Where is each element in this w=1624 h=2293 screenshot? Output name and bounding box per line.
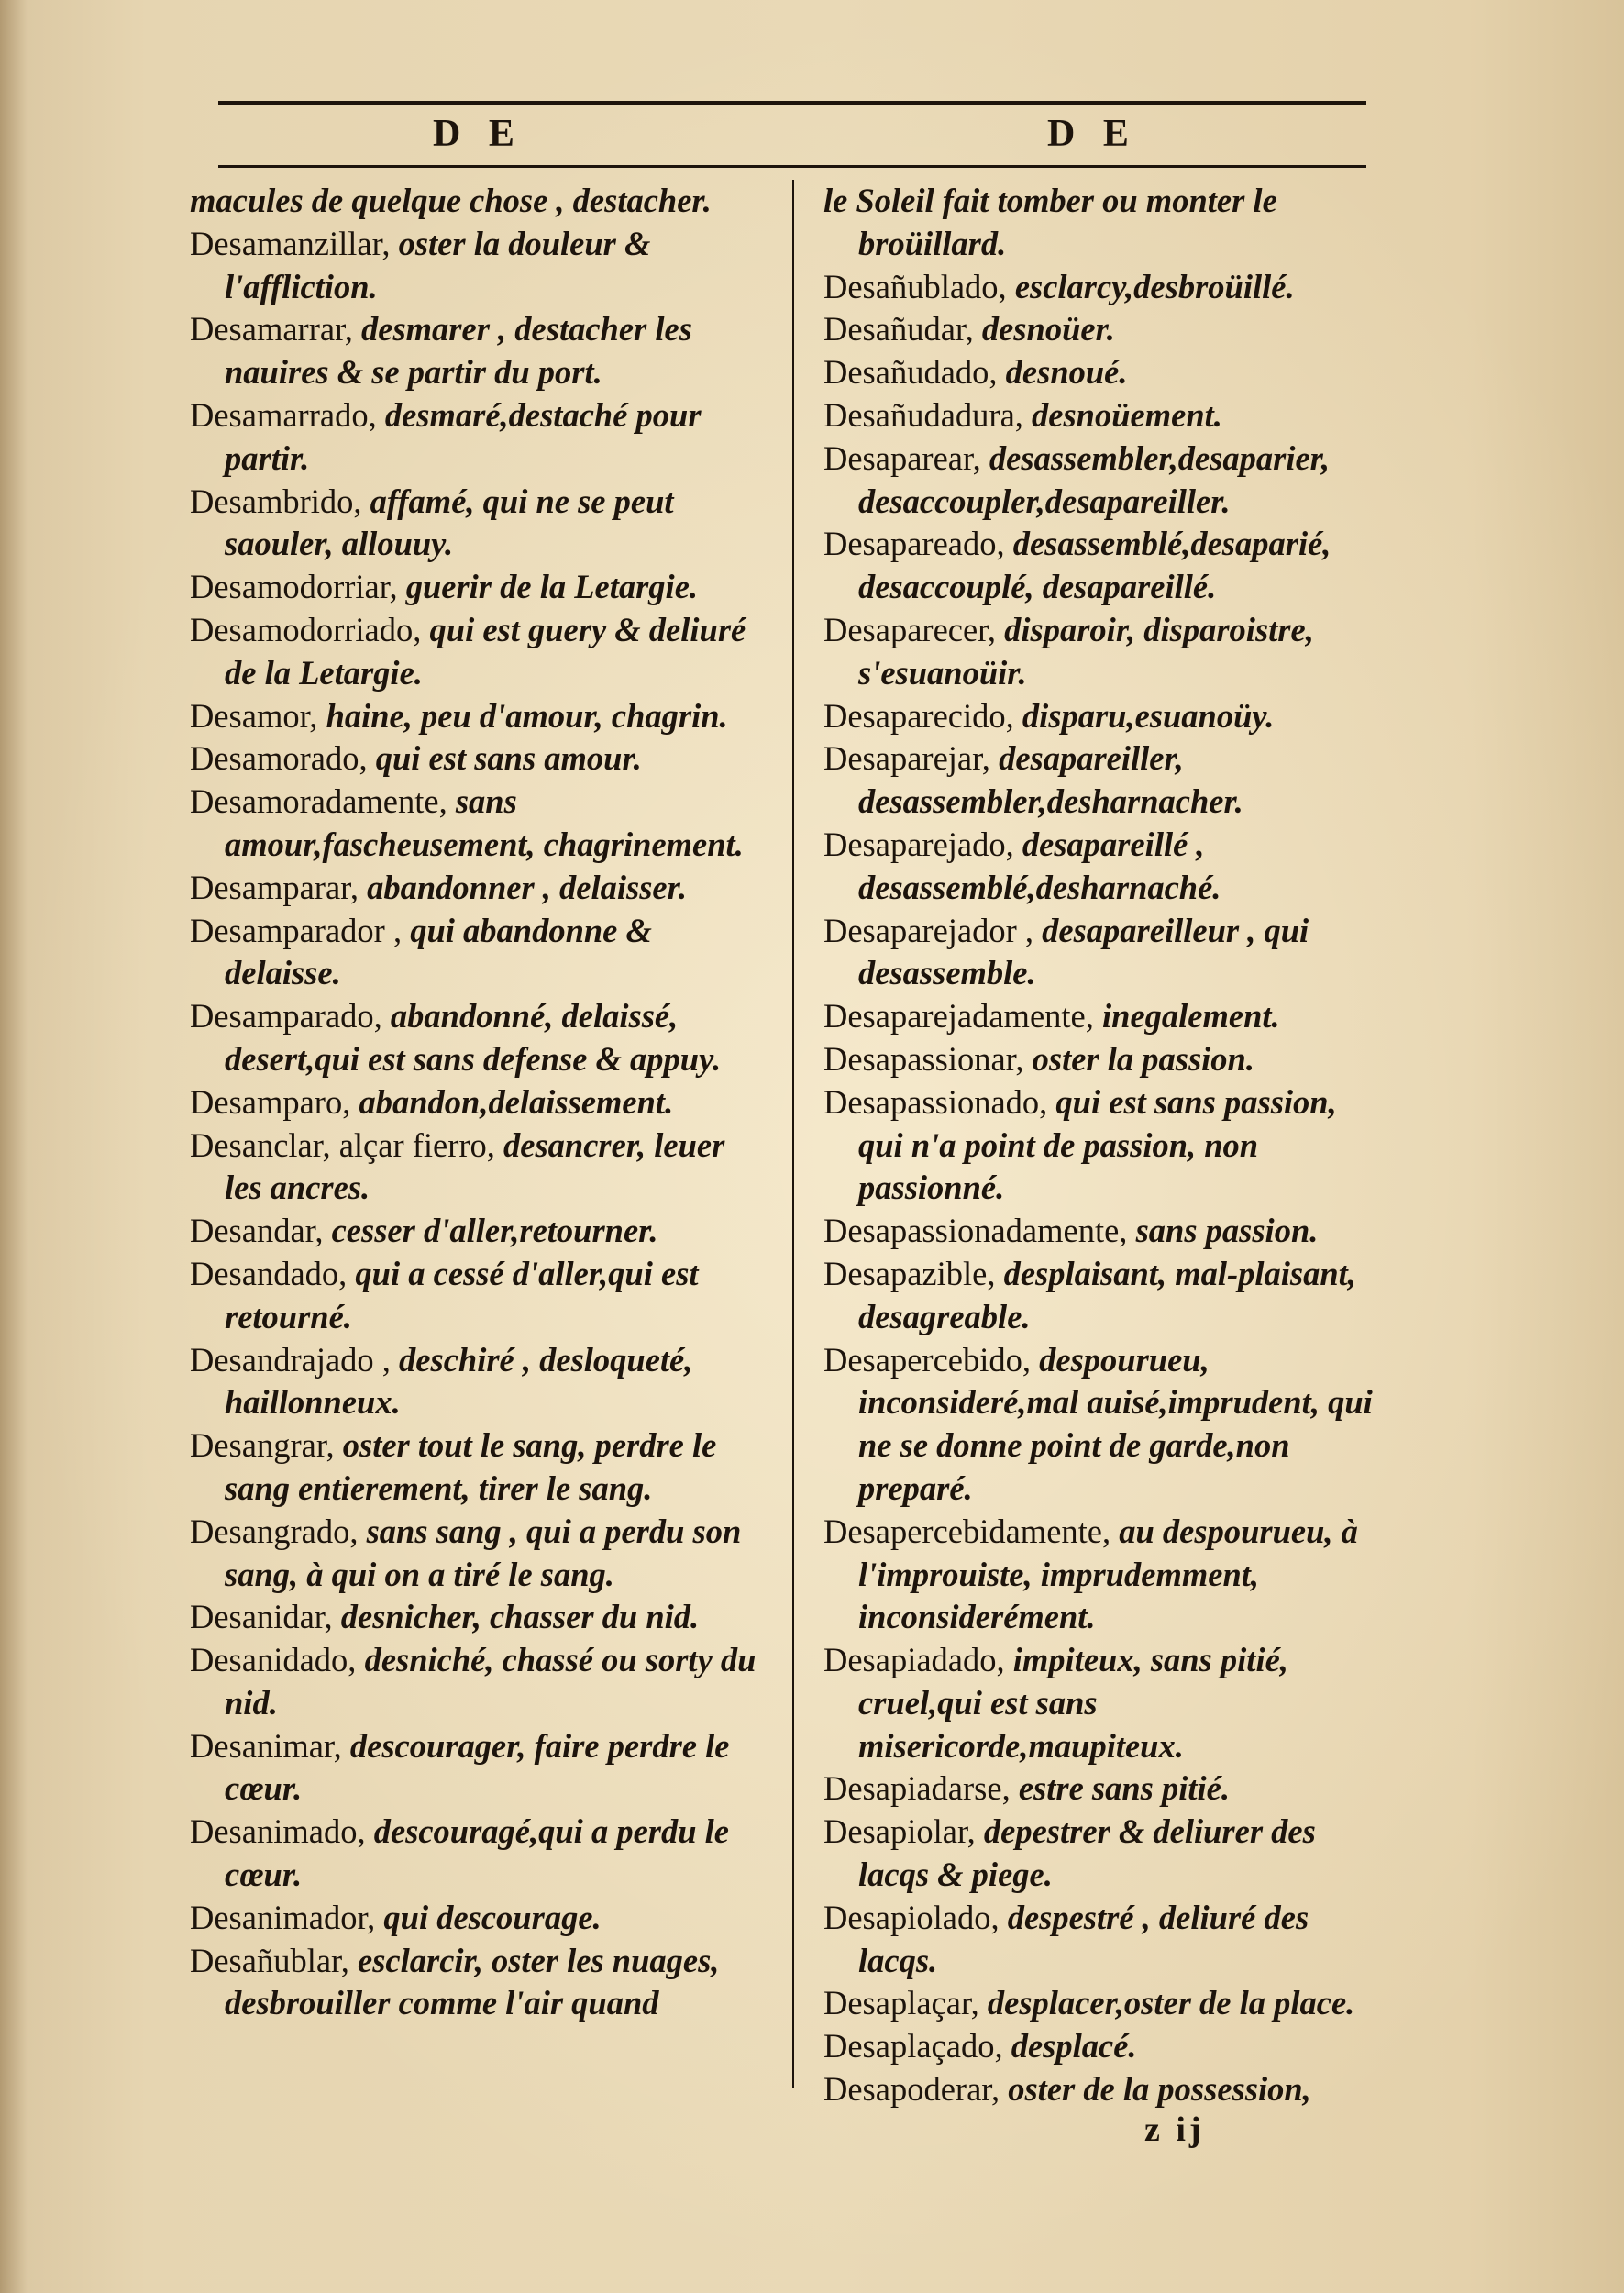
entry: Desañudadura, desnoüement.	[823, 395, 1222, 434]
entry: Desapareado, desassemblé,desaparié, desaccouplé, desapareillé.	[823, 525, 1331, 606]
entry: Desapiolar, depestrer & deliurer des lacqs & piege.	[823, 1812, 1316, 1894]
entry: Desapiadarse, estre sans pitié.	[823, 1769, 1230, 1808]
entry: Desañublado, esclarcy,desbroüillé.	[823, 267, 1295, 305]
entry: Desaparecer, disparoir, disparoistre, s'esuanoüir.	[823, 610, 1314, 692]
entry: Desangrado, sans sang , qui a perdu son sang, à qui on a tiré le sang.	[190, 1512, 742, 1593]
entry: Desamoradamente, sans amour,fascheusement, chagrinement.	[190, 782, 744, 863]
entry: Desamparador , qui abandonne & delaisse.	[190, 911, 652, 992]
entry: Desapassionado, qui est sans passion, qui n'a point de passion, non passionné.	[823, 1082, 1337, 1207]
entry: Desapazible, desplaisant, mal-plaisant, desagreable.	[823, 1254, 1356, 1335]
entry: Desamorado, qui est sans amour.	[190, 739, 642, 778]
entry: Desapercebidamente, au despourueu, à l'improuiste, imprudemment, inconsiderément.	[823, 1512, 1358, 1636]
entry: Desanidado, desniché, chassé ou sorty du nid.	[190, 1641, 757, 1722]
entry: Desanclar, alçar fierro, desancrer, leuer les ancres.	[190, 1125, 725, 1207]
entry: Desandrajado , deschiré , desloqueté, haillonneux.	[190, 1340, 693, 1422]
entry: Desanimador, qui descourage.	[190, 1898, 602, 1936]
entry: Desapiolado, despestré , deliuré des lacqs.	[823, 1898, 1309, 1979]
entry: Desanidar, desnicher, chasser du nid.	[190, 1598, 700, 1636]
signature-mark: z ij	[1144, 2110, 1205, 2149]
running-header-right: D E	[1047, 113, 1138, 155]
entry: Desambrido, affamé, qui ne se peut saouler, allouuy.	[190, 482, 674, 563]
entry: Desangrar, oster tout le sang, perdre le sang entierement, tirer le sang.	[190, 1426, 717, 1507]
entry: Desamodorriado, qui est guery & deliuré de la Letargie.	[190, 610, 746, 692]
entry: Desapassionadamente, sans passion.	[823, 1212, 1319, 1250]
header-rule-top	[218, 101, 1366, 105]
entry: Desaparejador , desapareilleur , qui desassemble.	[823, 911, 1309, 992]
entry: Desaparejado, desapareillé , desassemblé,desharnaché.	[823, 825, 1221, 906]
entry: Desandar, cesser d'aller,retourner.	[190, 1212, 658, 1250]
column-divider	[792, 180, 794, 2088]
left-column	[190, 180, 763, 2025]
entry: Desapoderar, oster de la possession,	[823, 2070, 1311, 2109]
running-header-left: D E	[433, 113, 524, 155]
entry: Desamarrado, desmaré,destaché pour partir.	[190, 395, 702, 477]
entry: Desaparear, desassembler,desaparier, desaccoupler,desapareiller.	[823, 438, 1330, 520]
entry: Desaparecido, disparu,esuanoüy.	[823, 696, 1275, 735]
entry: Desamodorriar, guerir de la Letargie.	[190, 568, 699, 606]
entry: Desaparejadamente, inegalement.	[823, 997, 1280, 1036]
entry: Desamor, haine, peu d'amour, chagrin.	[190, 696, 728, 735]
entry: Desañudar, desnoüer.	[823, 310, 1115, 349]
entry: Desapassionar, oster la passion.	[823, 1039, 1254, 1078]
entry: Desanimar, descourager, faire perdre le cœur.	[190, 1726, 730, 1808]
entry: Desaplaçado, desplacé.	[823, 2027, 1137, 2066]
entry: Desapiadado, impiteux, sans pitié, cruel,qui est sans misericorde,maupiteux.	[823, 1641, 1288, 1765]
entry: Desandado, qui a cessé d'aller,qui est retourné.	[190, 1254, 699, 1335]
entry: Desamarrar, desmarer , destacher les nauires & se partir du port.	[190, 310, 692, 392]
entry: Desamanzillar, oster la douleur & l'affliction.	[190, 224, 651, 305]
entry: Desañudado, desnoué.	[823, 353, 1128, 392]
right-column	[823, 180, 1387, 2111]
entry: Desamparo, abandon,delaissement.	[190, 1082, 674, 1121]
entry: Desanimado, descouragé,qui a perdu le cœur.	[190, 1812, 729, 1894]
entry: macules de quelque chose , destacher.	[190, 182, 712, 219]
entry: Desamparado, abandonné, delaissé, desert,qui est sans defense & appuy.	[190, 997, 722, 1078]
entry: Desañublar, esclarcir, oster les nuages, desbrouiller comme l'air quand	[190, 1941, 720, 2022]
header-rule-bottom	[218, 165, 1366, 168]
entry: Desaplaçar, desplacer,oster de la place.	[823, 1984, 1355, 2022]
entry: Desaparejar, desapareiller, desassembler,desharnacher.	[823, 739, 1243, 821]
entry: Desapercebido, despourueu, inconsideré,mal auisé,imprudent, qui ne se donne point de garde,non preparé.	[823, 1340, 1373, 1507]
entry: Desamparar, abandonner , delaisser.	[190, 868, 687, 906]
entry: le Soleil fait tomber ou monter le broüillard.	[823, 182, 1277, 262]
